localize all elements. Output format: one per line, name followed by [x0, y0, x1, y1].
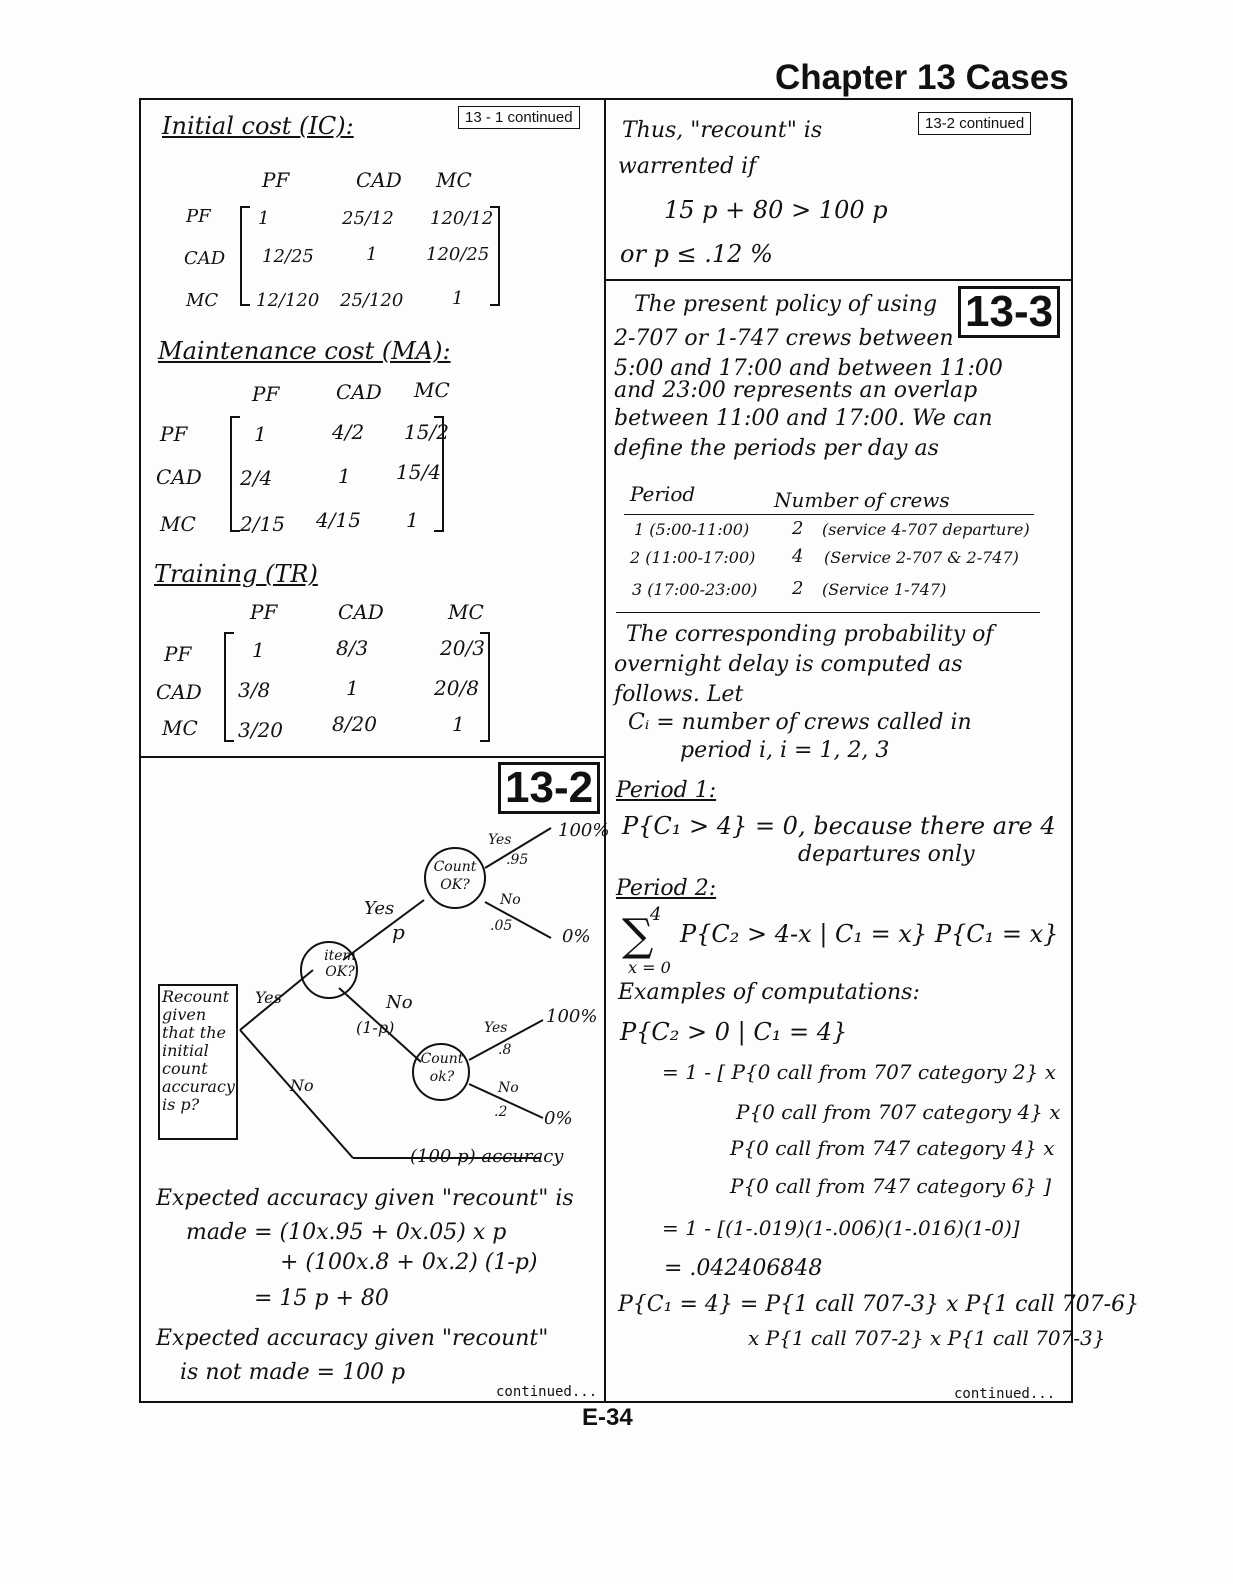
tr-cell: 1 — [452, 712, 465, 736]
recount-question-text: Recount given that the initial count accuracy is p? — [162, 987, 235, 1114]
ic-cell: 1 — [366, 244, 378, 265]
right-continued: continued... — [954, 1386, 1056, 1402]
tr-cell: 20/3 — [440, 636, 485, 660]
calc-line-3: P{0 call from 707 category 4} x — [736, 1100, 1061, 1124]
tr-row-mc: MC — [162, 716, 198, 740]
intro-line-6: define the periods per day as — [614, 436, 939, 461]
intro-line-5: between 11:00 and 17:00. We can — [614, 406, 993, 431]
calc-line-6: = 1 - [(1-.019)(1-.006)(1-.016)(1-0)] — [662, 1216, 1020, 1240]
examples-heading: Examples of computations: — [618, 980, 920, 1005]
ic-cell: 1 — [258, 208, 270, 229]
ic-col-cad: CAD — [356, 168, 402, 192]
c1-yes-prob: .95 — [506, 852, 529, 868]
ma-col-cad: CAD — [336, 380, 382, 404]
root-yes-label: Yes — [255, 988, 282, 1007]
prob-line-2: overnight delay is computed as — [614, 652, 963, 677]
case-13-2-tag: 13-2 — [498, 762, 600, 814]
period-table-rule — [624, 514, 1034, 515]
calc-line-7: = .042406848 — [664, 1256, 823, 1281]
sigma-symbol: ∑ — [622, 910, 654, 961]
ic-cell: 1 — [452, 288, 464, 309]
ma-col-mc: MC — [414, 378, 450, 402]
ma-cell: 2/4 — [240, 466, 273, 490]
period-1-equation: P{C₁ > 4} = 0, because there are 4 — [622, 812, 1056, 840]
ic-cell: 12/120 — [256, 290, 320, 311]
tr-row-pf: PF — [164, 642, 192, 666]
calc-line-2: = 1 - [ P{0 call from 707 category 2} x — [662, 1060, 1057, 1084]
period-table-bottom-rule — [616, 612, 1040, 613]
ic-bracket-left — [240, 206, 250, 306]
c2-no-value: 0% — [544, 1108, 573, 1129]
period-row-3-note: (Service 1-747) — [822, 580, 947, 599]
ma-cell: 2/15 — [240, 512, 285, 536]
right-section-divider — [604, 279, 1073, 281]
ma-cell: 1 — [406, 508, 419, 532]
tr-cell: 1 — [346, 676, 359, 700]
calc-line-9: x P{1 call 707-2} x P{1 call 707-3} — [748, 1326, 1106, 1350]
expected-accuracy-line-1: Expected accuracy given "recount" is — [156, 1186, 574, 1211]
c2-no-label: No — [498, 1080, 519, 1096]
calc-line-4: P{0 call from 747 category 4} x — [730, 1136, 1055, 1160]
ma-row-cad: CAD — [156, 465, 202, 489]
tr-col-pf: PF — [250, 600, 278, 624]
prob-line-4: Cᵢ = number of crews called in — [628, 710, 972, 735]
calc-line-1: P{C₂ > 0 | C₁ = 4} — [620, 1018, 848, 1046]
left-continued: continued... — [496, 1384, 598, 1400]
c2-yes-prob: .8 — [498, 1042, 512, 1058]
left-section-divider — [139, 756, 605, 758]
tr-cell: 3/8 — [238, 678, 271, 702]
period-row-1-period: 1 (5:00-11:00) — [634, 520, 750, 539]
tr-col-mc: MC — [448, 600, 484, 624]
c1-no-prob: .05 — [490, 918, 513, 934]
ic-row-pf: PF — [186, 206, 211, 227]
ma-cell: 1 — [338, 464, 351, 488]
period-row-1-crews: 2 — [792, 518, 804, 539]
ma-cell: 4/2 — [332, 420, 365, 444]
ma-cell: 15/4 — [396, 460, 441, 484]
thus-line-2: warrented if — [618, 154, 757, 179]
ic-col-mc: MC — [436, 168, 472, 192]
tr-cell: 20/8 — [434, 676, 479, 700]
root-no-label: No — [290, 1076, 314, 1095]
intro-line-3: 5:00 and 17:00 and between 11:00 — [614, 356, 1003, 381]
chapter-title: Chapter 13 Cases — [775, 58, 1069, 97]
case-13-2-continued-tag: 13-2 continued — [918, 112, 1031, 135]
calc-line-5: P{0 call from 747 category 6} ] — [730, 1174, 1052, 1198]
c1-yes-label: Yes — [488, 832, 512, 848]
case-13-1-continued-tag: 13 - 1 continued — [458, 106, 580, 129]
c1-no-value: 0% — [562, 926, 591, 947]
count-ok-node-2: Count ok? — [420, 1051, 464, 1085]
crews-header: Number of crews — [774, 488, 950, 512]
ic-row-cad: CAD — [184, 248, 226, 269]
no-recount-value: (100 p) accuracy — [410, 1146, 564, 1167]
ma-cell: 4/15 — [316, 508, 361, 532]
ic-cell: 12/25 — [262, 246, 314, 267]
ic-cell: 25/12 — [342, 208, 394, 229]
c1-no-label: No — [500, 892, 521, 908]
period-row-3-period: 3 (17:00-23:00) — [632, 580, 758, 599]
period-row-2-note: (Service 2-707 & 2-747) — [824, 548, 1019, 567]
sum-upper-limit: 4 — [650, 904, 662, 925]
thus-line-3: 15 p + 80 > 100 p — [664, 196, 888, 224]
prob-line-1: The corresponding probability of — [626, 622, 994, 647]
expected-accuracy-line-2: made = (10x.95 + 0x.05) x p — [186, 1220, 507, 1245]
period-1-heading: Period 1: — [616, 778, 717, 803]
tr-cell: 3/20 — [238, 718, 283, 742]
expected-accuracy-line-6: is not made = 100 p — [180, 1360, 406, 1385]
case-13-3-tag: 13-3 — [958, 286, 1060, 338]
calc-line-8: P{C₁ = 4} = P{1 call 707-3} x P{1 call 707-6} — [618, 1292, 1140, 1317]
ic-row-mc: MC — [186, 290, 219, 311]
item-no-label: No — [386, 992, 413, 1013]
ma-bracket-left — [230, 416, 240, 532]
tr-cell: 8/20 — [332, 712, 377, 736]
expected-accuracy-line-5: Expected accuracy given "recount" — [156, 1326, 549, 1351]
ma-col-pf: PF — [252, 382, 280, 406]
tr-cell: 1 — [252, 638, 265, 662]
ic-cell: 25/120 — [340, 290, 404, 311]
intro-line-2: 2-707 or 1-747 crews between — [614, 326, 954, 351]
c1-yes-value: 100% — [558, 820, 610, 841]
ma-row-pf: PF — [160, 422, 188, 446]
intro-line-4: and 23:00 represents an overlap — [614, 378, 978, 403]
period-row-2-crews: 4 — [792, 546, 804, 567]
ma-heading: Maintenance cost (MA): — [158, 337, 451, 365]
period-1-equation-2: departures only — [798, 842, 975, 867]
tr-col-cad: CAD — [338, 600, 384, 624]
ic-cell: 120/25 — [426, 244, 490, 265]
sum-expression: P{C₂ > 4-x | C₁ = x} P{C₁ = x} — [680, 920, 1059, 948]
count-ok-node-1: Count OK? — [433, 859, 477, 893]
period-row-1-note: (service 4-707 departure) — [822, 520, 1030, 539]
ic-heading: Initial cost (IC): — [162, 112, 354, 140]
item-yes-label: Yes — [364, 898, 395, 919]
prob-line-3: follows. Let — [614, 682, 744, 707]
thus-line-1: Thus, "recount" is — [622, 118, 823, 143]
expected-accuracy-line-4: = 15 p + 80 — [254, 1286, 389, 1311]
item-ok-node: item OK? — [324, 948, 356, 980]
c2-yes-value: 100% — [546, 1006, 598, 1027]
thus-line-4: or p ≤ .12 % — [620, 240, 773, 268]
intro-line-1: The present policy of using — [634, 292, 938, 317]
page-number: E-34 — [582, 1404, 633, 1431]
period-header: Period — [630, 482, 696, 506]
item-yes-prob: p — [392, 920, 405, 944]
period-row-3-crews: 2 — [792, 578, 804, 599]
period-row-2-period: 2 (11:00-17:00) — [630, 548, 756, 567]
expected-accuracy-line-3: + (100x.8 + 0x.2) (1-p) — [280, 1250, 538, 1275]
item-no-prob: (1-p) — [356, 1018, 395, 1037]
tr-cell: 8/3 — [336, 636, 369, 660]
sum-lower-limit: x = 0 — [628, 958, 671, 977]
tr-row-cad: CAD — [156, 680, 202, 704]
period-2-heading: Period 2: — [616, 876, 717, 901]
ma-row-mc: MC — [160, 512, 196, 536]
ma-cell: 1 — [254, 422, 267, 446]
c2-no-prob: .2 — [494, 1104, 508, 1120]
ic-cell: 120/12 — [430, 208, 494, 229]
tr-bracket-left — [224, 632, 234, 742]
ic-col-pf: PF — [262, 168, 290, 192]
tr-heading: Training (TR) — [154, 560, 318, 588]
prob-line-5: period i, i = 1, 2, 3 — [680, 738, 890, 763]
c2-yes-label: Yes — [484, 1020, 508, 1036]
ma-cell: 15/2 — [404, 420, 449, 444]
